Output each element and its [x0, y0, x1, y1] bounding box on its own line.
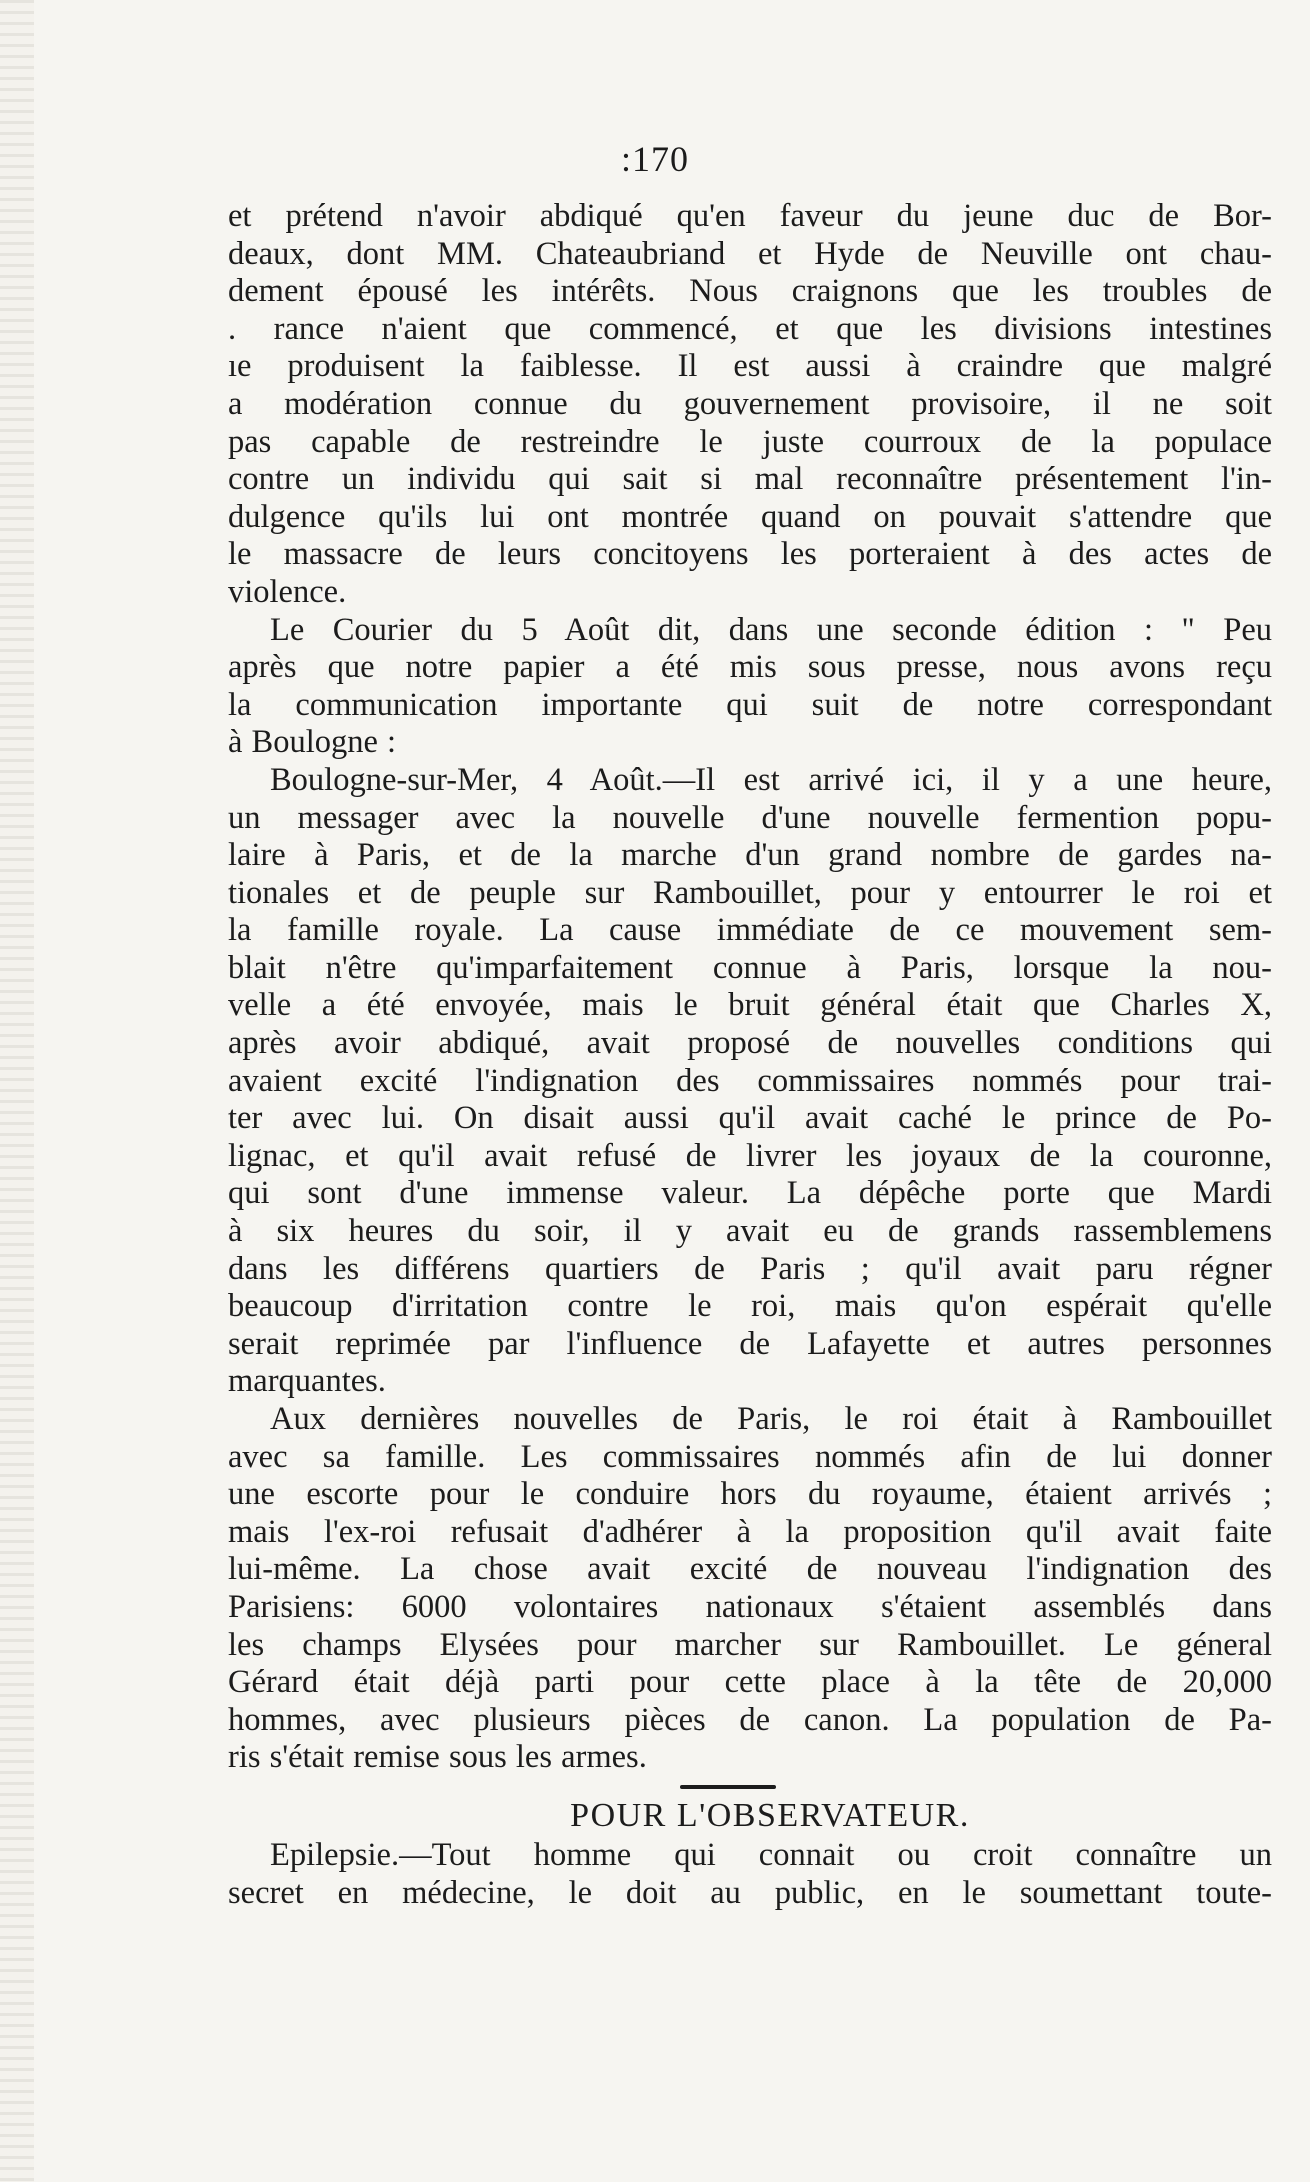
page-number: :170	[620, 139, 689, 179]
text-line: a modération connue du gouvernement provisoire, il ne soit	[228, 385, 1272, 422]
text-line: ıe produisent la faiblesse. Il est aussi à craindre que malgré	[228, 348, 1272, 385]
text-line: à Boulogne :	[228, 724, 397, 761]
paragraph-latest-news	[228, 1401, 1272, 1777]
text-line: . rance n'aient que commencé, et que les divisions intestines	[228, 310, 1272, 347]
text-line: laire à Paris, et de la marche d'un grand nombre de gardes na-	[228, 837, 1272, 874]
text-line: le massacre de leurs concitoyens les porteraient à des actes de	[228, 536, 1272, 573]
text-line: avec sa famille. Les commissaires nommés afin de lui donner	[228, 1438, 1272, 1475]
text-line: marquantes.	[228, 1363, 386, 1400]
text-line: Epilepsie.—Tout homme qui connait ou croit connaître un	[270, 1836, 1272, 1873]
text-line: ter avec lui. On disait aussi qu'il avait caché le prince de Po-	[228, 1100, 1272, 1137]
paragraph-continuation	[228, 198, 1272, 612]
text-line: Boulogne-sur-Mer, 4 Août.—Il est arrivé ici, il y a une heure,	[270, 761, 1272, 798]
text-line: après avoir abdiqué, avait proposé de nouvelles conditions qui	[228, 1025, 1272, 1062]
binding-gutter	[0, 0, 34, 2182]
text-line: une escorte pour le conduire hors du royaume, étaient arrivés ;	[228, 1476, 1272, 1513]
text-line: lignac, et qu'il avait refusé de livrer les joyaux de la couronne,	[228, 1137, 1272, 1174]
section-divider	[680, 1785, 776, 1789]
text-line: dulgence qu'ils lui ont montrée quand on pouvait s'attendre que	[228, 498, 1272, 535]
paragraph-courier	[228, 612, 1272, 762]
text-line: hommes, avec plusieurs pièces de canon. La population de Pa-	[228, 1701, 1272, 1738]
text-line: la communication importante qui suit de notre correspondant	[228, 686, 1272, 723]
text-line: Aux dernières nouvelles de Paris, le roi était à Rambouillet	[270, 1401, 1272, 1437]
text-line: les champs Elysées pour marcher sur Rambouillet. Le géneral	[228, 1626, 1272, 1663]
text-line: dans les différens quartiers de Paris ; qu'il avait paru régner	[228, 1250, 1272, 1287]
text-line: Parisiens: 6000 volontaires nationaux s'étaient assemblés dans	[228, 1588, 1272, 1625]
text-line: un messager avec la nouvelle d'une nouvelle fermention popu-	[228, 799, 1272, 836]
article-body	[228, 198, 1272, 1912]
text-line: et prétend n'avoir abdiqué qu'en faveur du jeune duc de Bor-	[228, 198, 1272, 234]
text-line: Le Courier du 5 Août dit, dans une seconde édition : " Peu	[270, 611, 1272, 648]
paragraph-boulogne-dispatch	[228, 762, 1272, 1401]
text-line: Gérard était déjà parti pour cette place à la tête de 20,000	[228, 1664, 1272, 1701]
text-line: la famille royale. La cause immédiate de ce mouvement sem-	[228, 912, 1272, 949]
text-line: deaux, dont MM. Chateaubriand et Hyde de Neuville ont chau-	[228, 235, 1272, 272]
text-line: tionales et de peuple sur Rambouillet, pour y entourrer le roi et	[228, 874, 1272, 911]
text-line: à six heures du soir, il y avait eu de grands rassemblemens	[228, 1213, 1272, 1250]
section-heading: POUR L'OBSERVATEUR.	[570, 1796, 970, 1834]
text-line: secret en médecine, le doit au public, en le soumettant toute-	[228, 1874, 1272, 1911]
text-line: ris s'était remise sous les armes.	[228, 1739, 647, 1776]
text-line: velle a été envoyée, mais le bruit général était que Charles X,	[228, 987, 1272, 1024]
text-line: avaient excité l'indignation des commissaires nommés pour trai-	[228, 1062, 1272, 1099]
text-line: après que notre papier a été mis sous presse, nous avons reçu	[228, 649, 1272, 686]
paragraph-epilepsie	[228, 1837, 1272, 1912]
text-line: serait reprimée par l'influence de Lafayette et autres personnes	[228, 1325, 1272, 1362]
text-line: qui sont d'une immense valeur. La dépêche porte que Mardi	[228, 1175, 1272, 1212]
text-line: pas capable de restreindre le juste courroux de la populace	[228, 423, 1272, 460]
text-line: dement épousé les intérêts. Nous craignons que les troubles de	[228, 273, 1272, 310]
text-line: mais l'ex-roi refusait d'adhérer à la proposition qu'il avait faite	[228, 1513, 1272, 1550]
text-line: blait n'être qu'imparfaitement connue à Paris, lorsque la nou-	[228, 949, 1272, 986]
text-line: lui-même. La chose avait excité de nouveau l'indignation des	[228, 1551, 1272, 1588]
text-line: violence.	[228, 573, 347, 610]
text-line: beaucoup d'irritation contre le roi, mais qu'on espérait qu'elle	[228, 1288, 1272, 1325]
text-line: contre un individu qui sait si mal reconnaître présentement l'in-	[228, 461, 1272, 498]
